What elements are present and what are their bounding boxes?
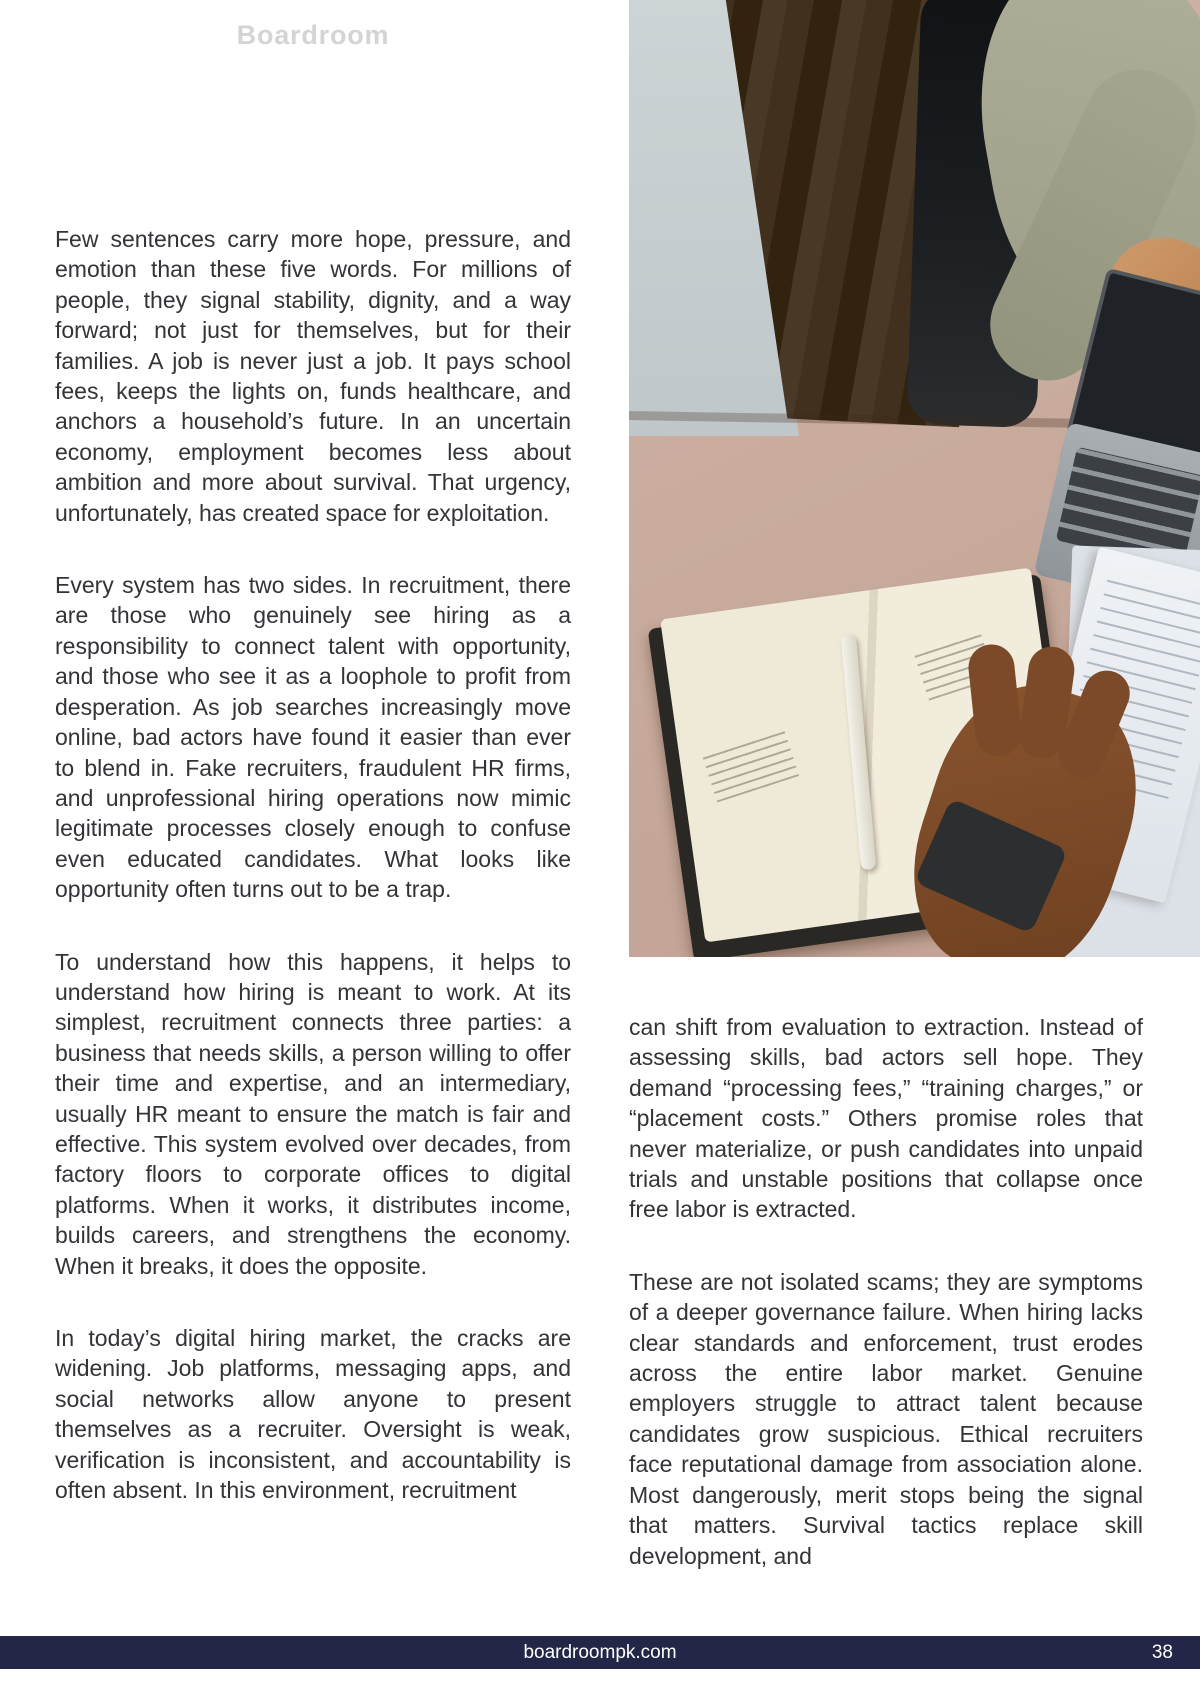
page-number: 38: [1151, 1642, 1173, 1663]
article-paragraph: Every system has two sides. In recruitment, there are those who genuinely see hiring as a responsibility to connect talent with opportunity, and those who see it as a loophole to profit from desperation. As job searches increasingly move online, bad actors have found it easier than ever to blend in. Fake recruiters, fraudulent HR firms, and unprofessional hiring operations now mimic legitimate processes closely enough to confuse even educated candidates. What looks like opportunity often turns out to be a trap.: [55, 572, 571, 903]
boardroom-photo: [629, 0, 1200, 957]
article-paragraph: To understand how this happens, it helps to understand how hiring is meant to work. At its simplest, recruitment connects three parties: a business that needs skills, a person willing to offer their time and expertise, and an intermediary, usually HR meant to ensure the match is fair and effective. This system evolved over decades, from factory floors to corporate offices to digital platforms. When it works, it distributes income, builds careers, and strengthens the economy. When it breaks, it does the opposite.: [55, 948, 571, 1279]
article-right-column: [629, 1012, 1143, 1613]
article-paragraph: Few sentences carry more hope, pressure, and emotion than these five words. For millions of people, they signal stability, dignity, and a way forward; not just for themselves, but for their families. A job is never just a job. It pays school fees, keeps the lights on, funds healthcare, and anchors a household’s future. In an uncertain economy, employment becomes less about ambition and more about survival. That urgency, unfortunately, has created space for exploitation.: [55, 226, 571, 526]
handwriting-scribble: [701, 726, 799, 802]
footer-website: boardroompk.com: [523, 1642, 677, 1663]
footer-bar: [0, 1636, 1200, 1669]
page-title: Boardroom: [236, 20, 390, 50]
article-paragraph: These are not isolated scams; they are symptoms of a deeper governance failure. When hiring lacks clear standards and enforcement, trust erodes across the entire labor market. Genuine employers struggle to attract talent because candidates grow suspicious. Ethical recruiters face reputational damage from association alone. Most dangerously, merit stops being the signal that matters. Survival tactics replace skill development, and: [629, 1268, 1143, 1569]
article-paragraph: In today’s digital hiring market, the cracks are widening. Job platforms, messaging apps, and social networks allow anyone to present themselves as a recruiter. Oversight is weak, verification is inconsistent, and accountability is often absent. In this environment, recruitment: [55, 1325, 571, 1504]
article-left-column: [55, 224, 571, 1547]
article-paragraph: can shift from evaluation to extraction. Instead of assessing skills, bad actors sell hope. They demand “processing fees,” “training charges,” or “placement costs.” Others promise roles that never materialize, or push candidates into unpaid trials and unstable positions that collapse once free labor is extracted.: [629, 1014, 1143, 1223]
